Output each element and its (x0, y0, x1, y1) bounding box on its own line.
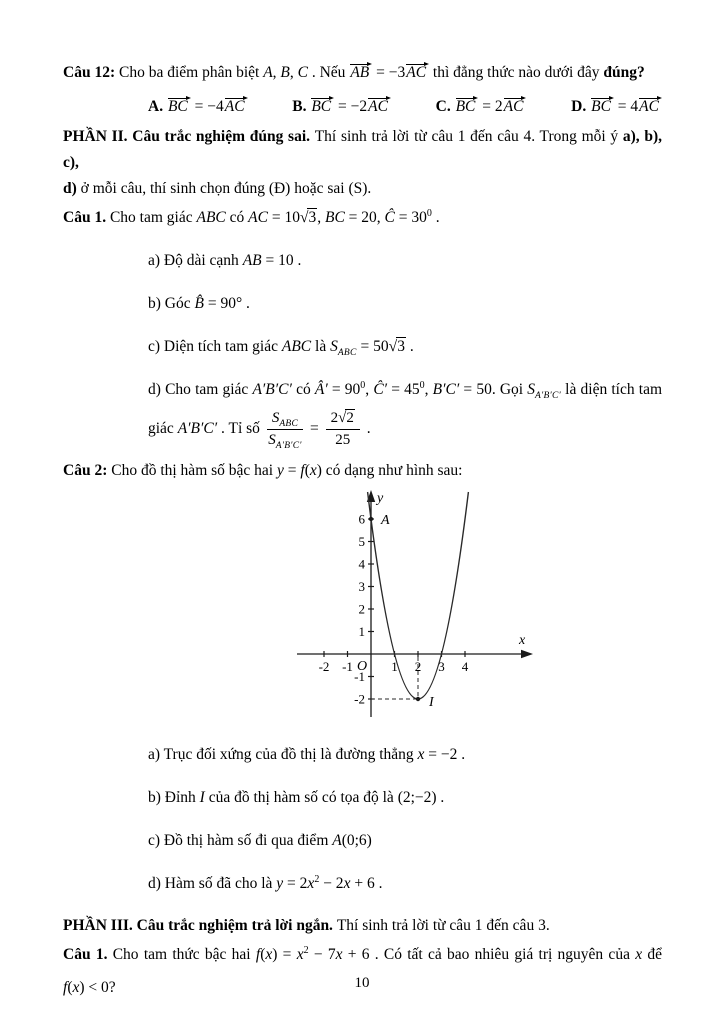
p2q1-item-a (63, 248, 662, 274)
text-segment: có dạng như hình sau: (321, 461, 463, 479)
text-segment: c) Đồ thị hàm số đi qua điểm (148, 831, 333, 849)
text-segment: < 0? (84, 978, 116, 996)
text-segment: , (424, 381, 433, 398)
text-segment: = −2 . (424, 745, 466, 763)
p2q2-item-b (63, 785, 662, 811)
text-segment: S (527, 381, 536, 398)
text-segment: 0 (360, 379, 366, 391)
text-segment: Cho ba điểm phân biệt (118, 64, 264, 81)
text-segment: A (332, 831, 342, 849)
p2q1-item-d-line2 (63, 409, 662, 450)
radicand: 3 (308, 209, 317, 226)
text-segment: A. (148, 98, 167, 115)
fraction-denominator (267, 430, 303, 450)
text-segment: S (271, 410, 280, 426)
text-segment: = −3 (372, 64, 406, 81)
text-segment: D. (571, 98, 591, 115)
svg-text:4: 4 (358, 556, 365, 571)
text-segment: x (296, 945, 304, 963)
text-segment: d) (63, 180, 81, 197)
text-segment: Câu 2: (63, 461, 112, 479)
vector-term: AC (405, 60, 429, 86)
y-tick-labels (354, 511, 368, 706)
text-segment: 2 (330, 410, 339, 426)
x-tick-labels (319, 659, 469, 674)
svg-text:-2: -2 (354, 691, 365, 706)
radicand: 2 (346, 410, 354, 426)
text-segment: − 2 (319, 874, 344, 892)
text-segment: C (297, 64, 308, 81)
text-segment: AC (248, 209, 268, 226)
text-segment: f (255, 945, 261, 963)
text-segment: 2 (303, 944, 309, 956)
p2q1-item-c (63, 334, 662, 360)
text-segment: x (335, 945, 343, 963)
text-segment: I (199, 788, 205, 806)
text-segment: A′B′C′ (177, 419, 218, 437)
point-a-dot (369, 516, 373, 520)
text-segment: a) Độ dài cạnh (148, 252, 243, 269)
text-segment: = 45 (387, 381, 420, 398)
text-segment: . Gọi (491, 381, 528, 398)
text-segment: d) Cho tam giác (148, 381, 253, 398)
text-segment: Â′ (314, 381, 328, 398)
text-segment: ABC (281, 338, 312, 355)
fraction (267, 409, 303, 450)
vector-term: AC (638, 94, 662, 120)
text-segment: S (268, 431, 276, 448)
fraction-denominator (326, 430, 360, 450)
text-segment: . (362, 419, 371, 437)
text-segment: PHẦN III. Câu trắc nghiệm trả lời ngắn. (63, 916, 337, 934)
vector-term: BC (310, 94, 334, 120)
fraction-numerator (267, 409, 303, 430)
text-segment: 2 (314, 873, 320, 885)
text-segment: 0 (419, 379, 425, 391)
text-segment: y (276, 461, 284, 479)
q12-stem (63, 60, 662, 86)
text-segment: f (300, 461, 305, 479)
text-segment: = 4 (613, 98, 639, 115)
text-segment: giác (148, 419, 178, 437)
text-segment: 0 (426, 207, 432, 219)
option-D (571, 94, 662, 120)
svg-text:4: 4 (461, 658, 469, 674)
text-segment: , (365, 381, 374, 398)
svg-text:2: 2 (414, 658, 422, 674)
vector-term: BC (590, 94, 614, 120)
text-segment: = 50 (356, 338, 389, 355)
text-segment: 25 (335, 431, 351, 448)
text-segment: x (307, 874, 315, 892)
text-segment: = (277, 945, 297, 963)
text-segment: x (309, 461, 317, 479)
q12-options (148, 94, 662, 120)
text-segment: . Tỉ số (217, 419, 264, 437)
fraction (326, 409, 360, 450)
text-segment: là (311, 338, 331, 355)
text-segment: c) Diện tích tam giác (148, 338, 282, 355)
vector-term: BC (167, 94, 191, 120)
text-segment: ) (79, 978, 85, 996)
text-segment: ° (235, 295, 243, 312)
text-segment: Thí sinh trả lời từ câu 1 đến câu 3. (336, 916, 550, 934)
text-segment: = 90 (203, 295, 236, 312)
part2-heading-line1 (63, 124, 662, 176)
text-segment: có (225, 209, 249, 226)
text-segment: A′B′C′ (275, 440, 302, 451)
text-segment: a) Trục đối xứng của đồ thị là đường thẳng (148, 745, 418, 763)
p2q1-item-b (63, 291, 662, 317)
text-segment: ở mỗi câu, thí sinh chọn đúng (Đ) hoặc sai (S). (80, 180, 372, 197)
parabola-figure (291, 487, 662, 725)
p2q2-item-d (63, 871, 662, 897)
text-segment: a), b), c), (63, 128, 663, 171)
text-segment: đúng? (603, 64, 645, 81)
option-C (436, 94, 527, 120)
page-content (63, 60, 662, 1001)
text-segment: + 6 . (350, 874, 383, 892)
text-segment: f (63, 978, 68, 996)
part2-heading-line2 (63, 176, 662, 202)
text-segment: B (280, 64, 290, 81)
text-segment: ABC (279, 419, 299, 429)
text-segment: thì đẳng thức nào dưới đây (429, 64, 604, 81)
text-segment: x (635, 945, 643, 963)
text-segment: Câu 12: (63, 64, 119, 81)
text-segment: = 30 (394, 209, 427, 226)
text-segment: . Nếu (307, 64, 350, 81)
svg-text:6: 6 (358, 511, 365, 526)
y-axis-label: y (377, 490, 384, 506)
text-segment: . (405, 338, 414, 355)
text-segment: ( (67, 978, 73, 996)
svg-text:-2: -2 (318, 658, 330, 674)
text-segment: S (330, 338, 338, 355)
text-segment: ABC (337, 348, 357, 359)
parabola-chart (291, 487, 541, 725)
text-segment: , (289, 64, 298, 81)
text-segment: Câu 1. (63, 209, 110, 226)
text-segment: A′B′C′ (252, 381, 292, 398)
p3q1-line1 (63, 942, 662, 968)
text-segment: = (283, 461, 301, 479)
square-root: √3 (299, 209, 317, 226)
option-A (148, 94, 248, 120)
text-segment: B′C′ (432, 381, 460, 398)
text-segment: − 7 (308, 945, 336, 963)
x-axis-label: x (519, 632, 526, 648)
text-segment: Thí sinh trả lời từ câu 1 đến câu 4. Trong mỗi ý (314, 128, 623, 145)
text-segment: = 10 (267, 209, 300, 226)
text-segment: , (272, 64, 281, 81)
p2q2-item-c (63, 828, 662, 854)
text-segment: ( (260, 945, 266, 963)
text-segment: = 20, (344, 209, 385, 226)
text-segment: (2;−2) . (397, 788, 445, 806)
text-segment: PHẦN II. Câu trắc nghiệm đúng sai. (63, 128, 315, 145)
text-segment: A (263, 64, 273, 81)
svg-text:-1: -1 (342, 658, 353, 674)
text-segment: Ĉ (384, 209, 395, 226)
svg-text:3: 3 (358, 578, 365, 594)
text-segment: x (72, 978, 80, 996)
text-segment: Câu 1. (63, 945, 113, 963)
text-segment: x (343, 874, 351, 892)
vector-term: AC (224, 94, 248, 120)
text-segment: Cho tam thức bậc hai (112, 945, 256, 963)
text-segment: = 2 (283, 874, 308, 892)
square-root: √3 (388, 338, 405, 355)
p2q1-stem (63, 205, 662, 231)
part3-heading (63, 913, 662, 939)
svg-text:1: 1 (391, 658, 398, 674)
svg-text:1: 1 (358, 623, 365, 639)
svg-text:-1: -1 (354, 668, 365, 684)
svg-text:3: 3 (438, 658, 445, 674)
text-segment: Ĉ′ (373, 381, 388, 398)
text-segment: C. (435, 98, 455, 115)
text-segment: Cho đồ thị hàm số bậc hai (111, 461, 277, 479)
text-segment: Cho tam giác (109, 209, 197, 226)
text-segment: b) Đỉnh (148, 788, 200, 806)
text-segment: = 50 (459, 381, 492, 398)
vector-term: BC (455, 94, 479, 120)
text-segment: A′B′C′ (535, 391, 562, 402)
text-segment: B̂ (194, 295, 204, 312)
text-segment: b) Góc (148, 295, 195, 312)
vertex-dot (416, 696, 420, 700)
text-segment: x (417, 745, 425, 763)
square-root: √2 (338, 410, 354, 426)
text-segment: (0;6) (341, 831, 372, 849)
text-segment: + 6 . Có tất cả bao nhiêu giá trị nguyên của (342, 945, 636, 963)
text-segment: = (306, 419, 323, 437)
text-segment: = 10 . (261, 252, 302, 269)
radicand: 3 (397, 338, 405, 355)
text-segment: để (642, 945, 662, 963)
x-axis-arrow-icon (521, 649, 533, 657)
origin-label: O (357, 658, 368, 674)
text-segment: = 2 (478, 98, 503, 115)
text-segment: = −2 (334, 98, 368, 115)
page-number: 10 (354, 975, 370, 991)
text-segment: ( (304, 461, 310, 479)
vector-term: AB (349, 60, 372, 86)
text-segment: ) (272, 945, 278, 963)
text-segment: của đồ thị hàm số có tọa độ là (204, 788, 398, 806)
text-segment: = −4 (190, 98, 224, 115)
vector-term: AC (503, 94, 527, 120)
text-segment: ABC (196, 209, 226, 226)
p2q2-stem (63, 458, 662, 484)
text-segment: y (276, 874, 284, 892)
svg-text:5: 5 (358, 533, 365, 549)
text-segment: . (242, 295, 250, 312)
text-segment: là diện tích tam (561, 381, 663, 398)
text-segment: , (317, 209, 325, 226)
fraction-numerator (326, 409, 360, 430)
text-segment: ) (316, 461, 322, 479)
text-segment: = 90 (327, 381, 361, 398)
p2q2-item-a (63, 742, 662, 768)
text-segment: có (291, 381, 315, 398)
vector-term: AC (367, 94, 391, 120)
point-a-label: A (381, 512, 390, 528)
svg-text:2: 2 (358, 601, 365, 616)
option-B (292, 94, 391, 120)
vertex-label: I (429, 694, 434, 710)
text-segment: . (431, 209, 440, 226)
p2q1-item-d-line1 (63, 377, 662, 403)
text-segment: B. (292, 98, 311, 115)
text-segment: d) Hàm số đã cho là (148, 874, 277, 892)
text-segment: BC (324, 209, 345, 226)
text-segment: AB (242, 252, 262, 269)
text-segment: x (265, 945, 273, 963)
